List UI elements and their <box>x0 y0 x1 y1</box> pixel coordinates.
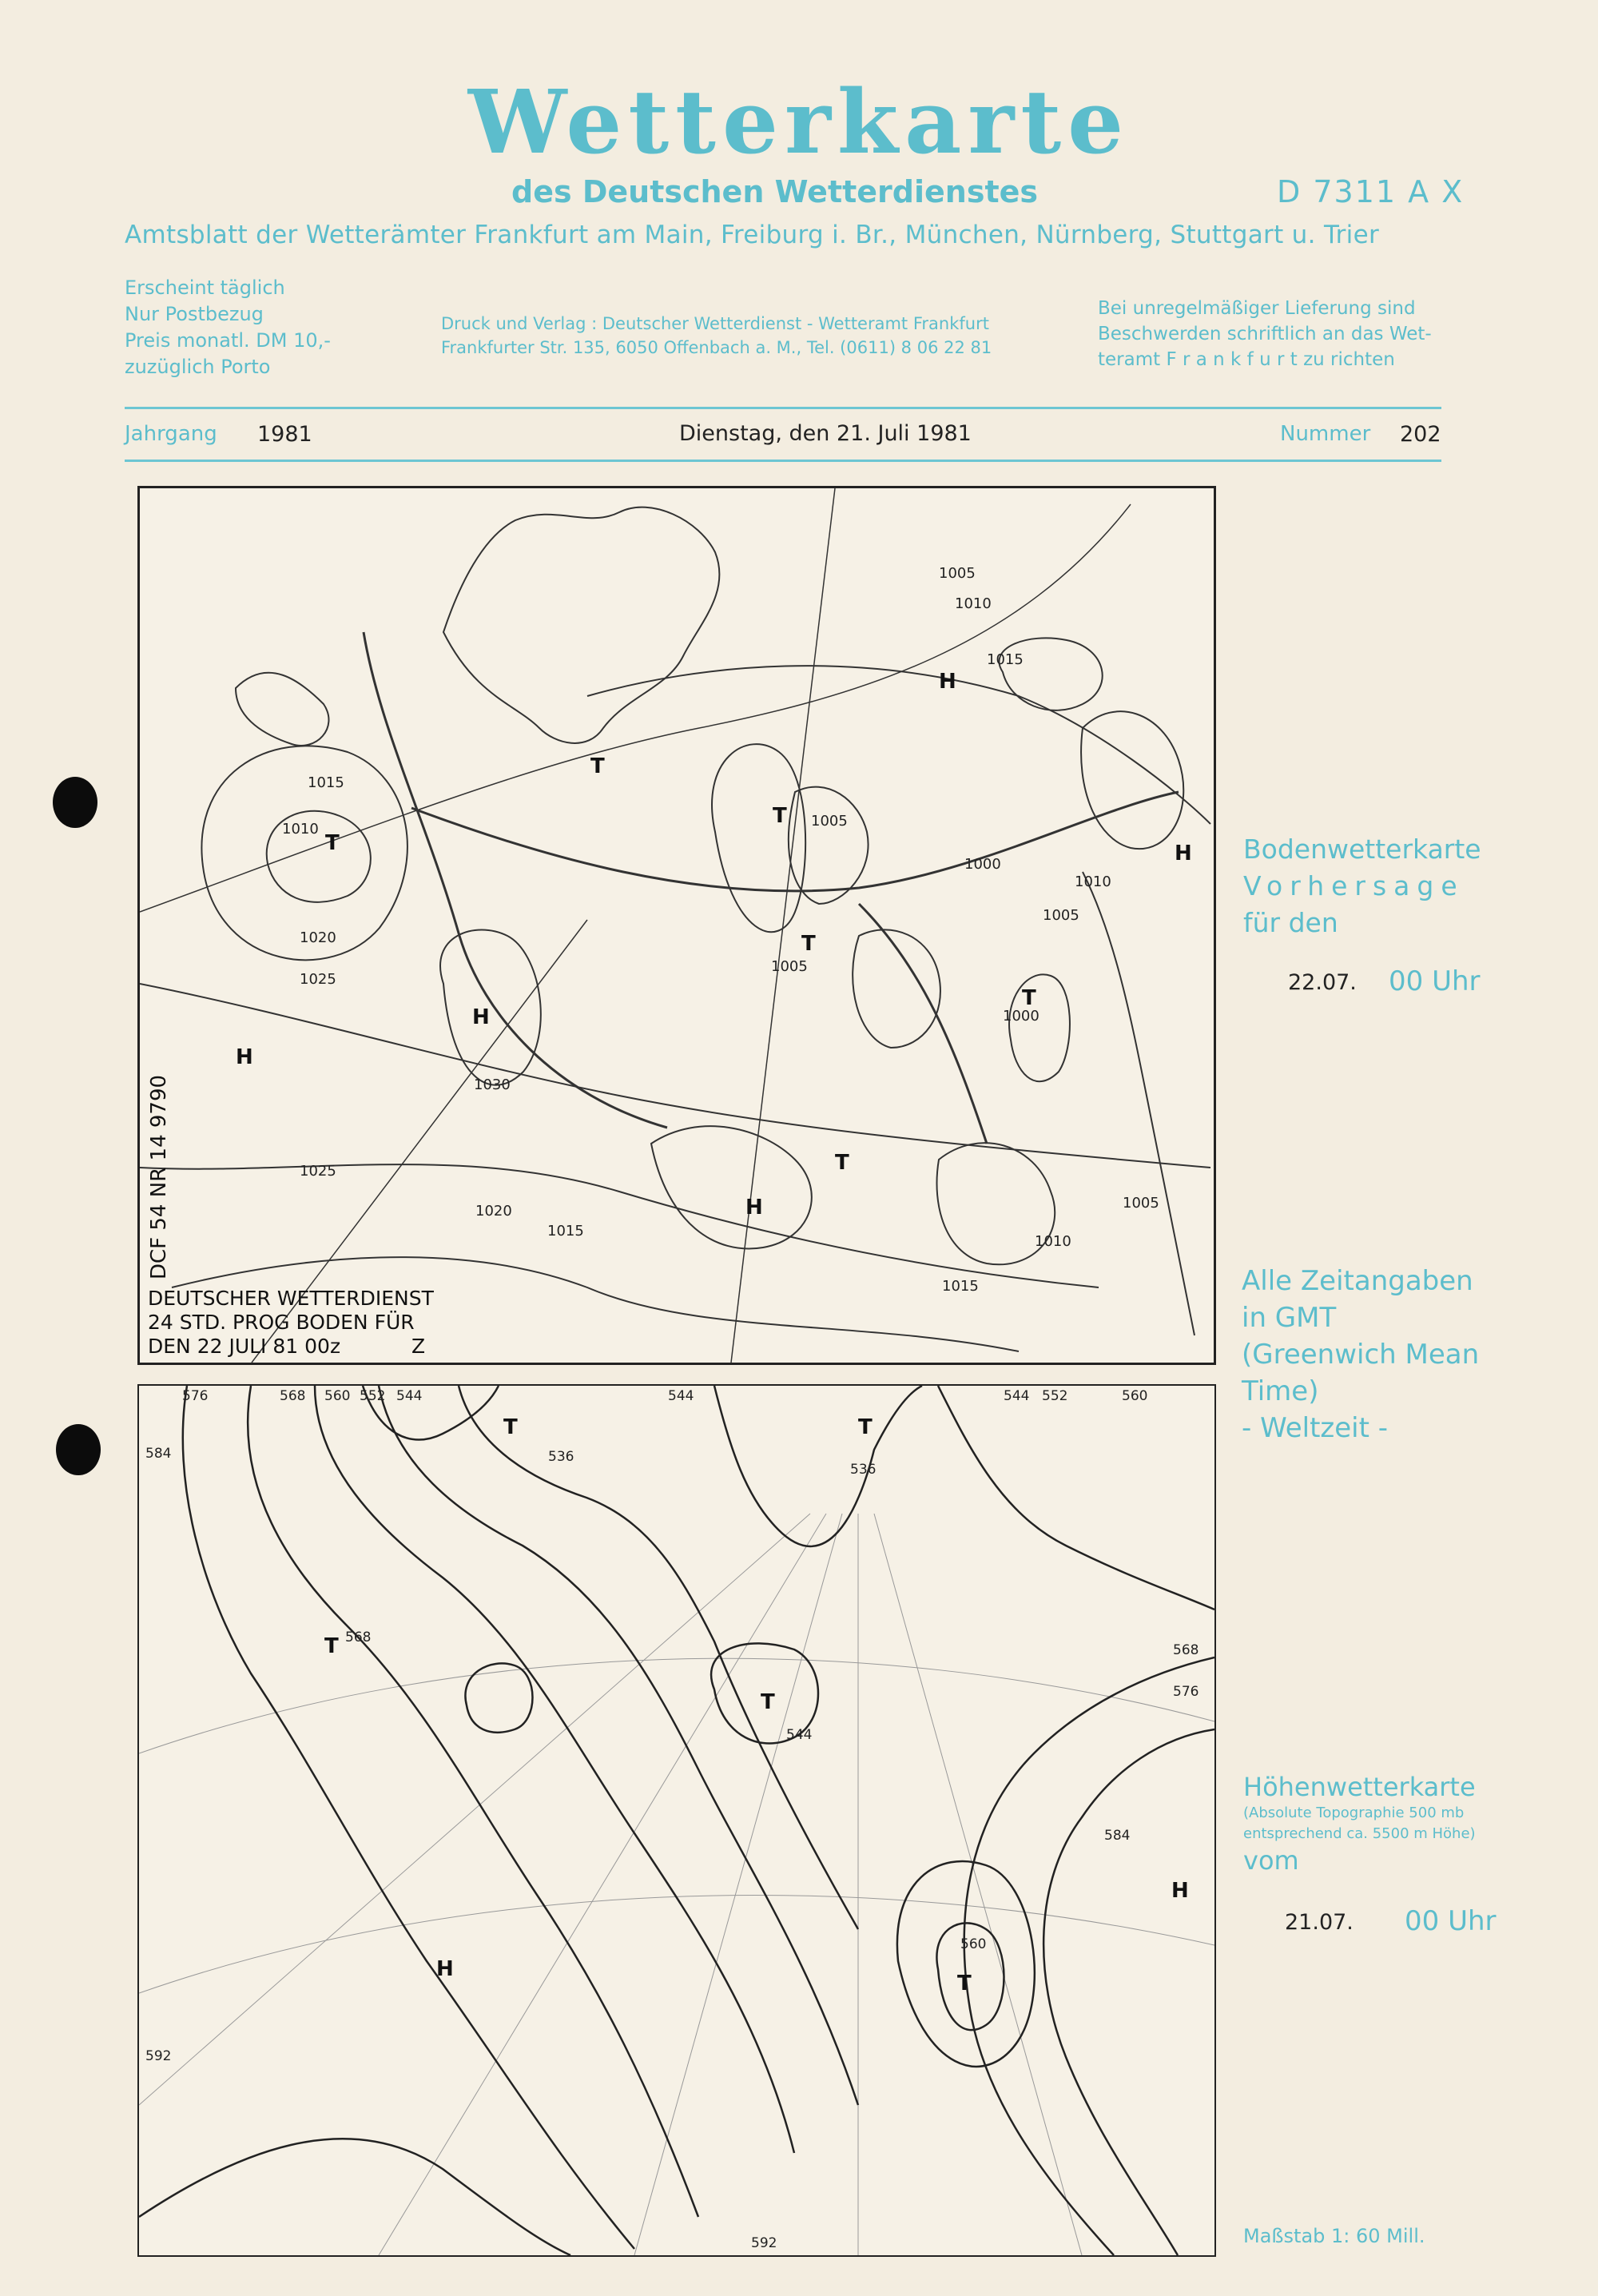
contour-label: 560 <box>960 1936 987 1952</box>
isobar-label: 1005 <box>939 565 976 582</box>
contour-label: 560 <box>324 1388 351 1404</box>
isobar-line <box>1009 974 1070 1081</box>
isobar-line <box>1083 872 1195 1335</box>
side-line: in GMT <box>1242 1302 1337 1334</box>
side-line: Höhenwetterkarte <box>1243 1772 1476 1802</box>
low-pressure-label: T <box>590 754 605 778</box>
contour-line <box>315 1386 794 2153</box>
side-note-line: entsprechend ca. 5500 m Höhe) <box>1243 1825 1476 1842</box>
contour-line <box>139 2139 570 2255</box>
low-pressure-label: T <box>835 1151 849 1175</box>
jahrgang-label: Jahrgang <box>125 422 217 446</box>
contour-line <box>938 1386 1214 1610</box>
front-line <box>364 632 667 1128</box>
time-note <box>1242 1263 1479 1446</box>
isobar-label: 1020 <box>475 1203 512 1220</box>
side-line: Vorhersage <box>1243 870 1465 901</box>
surface-forecast-map <box>137 486 1216 1365</box>
contour-line <box>379 1386 858 2105</box>
contour-label: 544 <box>786 1727 813 1743</box>
contour-label: 536 <box>548 1449 574 1465</box>
amtsblatt-line: Amtsblatt der Wetterämter Frankfurt am Main, Freiburg i. Br., München, Nürnberg, Stuttgart u. Trier <box>125 221 1379 249</box>
contour-label: 544 <box>396 1388 423 1404</box>
low-label: T <box>957 1972 972 1996</box>
contour-label: 576 <box>1173 1684 1199 1700</box>
isobar-label: 1010 <box>955 595 992 612</box>
contour-label: 568 <box>345 1629 372 1645</box>
high-label: H <box>1171 1879 1189 1903</box>
info-center-line: Druck und Verlag : Deutscher Wetterdienst - Wetteramt Frankfurt <box>441 314 989 333</box>
map-caption-line: DEUTSCHER WETTERDIENST <box>148 1287 434 1310</box>
hoehenwetter-date: 21.07. <box>1285 1910 1354 1935</box>
parallel-line <box>140 504 1131 912</box>
map-scale: Maßstab 1: 60 Mill. <box>1243 2225 1425 2247</box>
side-line: Time) <box>1242 1375 1319 1407</box>
contour-line <box>1043 1729 1214 2255</box>
punch-hole <box>53 777 97 828</box>
bodenwetter-time: 00 Uhr <box>1389 965 1481 997</box>
subtitle: des Deutschen Wetterdienstes <box>511 174 1039 209</box>
grid-line <box>139 1514 813 2105</box>
map-caption-z: Z <box>411 1335 426 1358</box>
contour-label: 568 <box>280 1388 306 1404</box>
isobar-label: 1010 <box>1035 1233 1071 1250</box>
isobar-label: 1005 <box>811 813 848 830</box>
coast-path <box>443 507 719 743</box>
high-pressure-label: H <box>236 1045 253 1069</box>
contour-label: 584 <box>1104 1828 1131 1844</box>
hoehenwetter-caption <box>1243 1771 1476 1876</box>
contour-label: 560 <box>1122 1388 1148 1404</box>
isobar-label: 1000 <box>964 856 1001 873</box>
info-right-line: Beschwerden schriftlich an das Wet- <box>1098 324 1432 344</box>
isobar-label: 1010 <box>1075 873 1111 890</box>
contour-label: 536 <box>850 1462 877 1478</box>
contour-label: 568 <box>1173 1642 1199 1658</box>
coast-path <box>236 673 328 746</box>
info-center-line: Frankfurter Str. 135, 6050 Offenbach a. M., Tel. (0611) 8 06 22 81 <box>441 338 992 357</box>
high-pressure-label: H <box>472 1005 490 1029</box>
isobar-label: 1030 <box>474 1076 511 1093</box>
info-left-line: Erscheint täglich <box>125 277 285 299</box>
low-label: T <box>324 1634 339 1658</box>
info-left-line: Preis monatl. DM 10,- <box>125 329 331 352</box>
low-label: T <box>761 1690 775 1714</box>
bodenwetter-caption <box>1243 831 1481 941</box>
complaint-info <box>1098 296 1432 372</box>
contour-line <box>714 1386 922 1546</box>
map-id-vertical: DCF 54 NR 14 9790 <box>147 1074 171 1279</box>
newspaper-title: Wetterkarte <box>467 70 1131 173</box>
isobar-label: 1015 <box>987 651 1024 668</box>
publisher-info <box>441 312 992 360</box>
nummer-label: Nummer <box>1280 422 1371 446</box>
jahrgang-value: 1981 <box>257 422 312 447</box>
isobar-line <box>201 746 407 960</box>
issue-code: D 7311 A X <box>1277 174 1465 209</box>
coast-path <box>1081 711 1183 849</box>
side-line: (Greenwich Mean <box>1242 1339 1480 1371</box>
info-right-line: teramt F r a n k f u r t zu richten <box>1098 349 1395 370</box>
isobar-line <box>587 666 1210 824</box>
isobar-line <box>140 984 1210 1168</box>
coast-path <box>789 787 869 904</box>
surface-map-drawing <box>140 488 1214 1363</box>
contour-label: 584 <box>145 1446 172 1462</box>
isobar-label: 1000 <box>1003 1008 1039 1025</box>
side-note-line: (Absolute Topographie 500 mb <box>1243 1805 1465 1821</box>
contour-label: 592 <box>751 2235 777 2251</box>
subscription-info <box>125 275 331 380</box>
nummer-value: 202 <box>1400 422 1441 447</box>
isobar-line <box>999 638 1102 710</box>
isobar-label: 1005 <box>1123 1195 1159 1212</box>
isobar-label: 1005 <box>1043 907 1079 924</box>
contour-label: 576 <box>182 1388 209 1404</box>
front-line <box>859 904 987 1144</box>
high-pressure-label: H <box>745 1196 763 1220</box>
contour-line <box>897 1861 1035 2067</box>
coast-path <box>651 1126 812 1248</box>
contour-label: 544 <box>1004 1388 1030 1404</box>
contour-label: 552 <box>360 1388 386 1404</box>
grid-line <box>139 1658 1214 1753</box>
map-caption-line: DEN 22 JULI 81 00z <box>148 1335 341 1358</box>
isobar-label: 1025 <box>300 1163 336 1180</box>
high-pressure-label: H <box>939 670 956 694</box>
meridian-line <box>731 488 835 1363</box>
side-line: vom <box>1243 1845 1299 1876</box>
isobar-label: 1020 <box>300 929 336 946</box>
info-left-line: Nur Postbezug <box>125 303 264 325</box>
isobar-label: 1025 <box>300 971 336 988</box>
contour-line <box>465 1663 532 1732</box>
contour-label: 544 <box>668 1388 694 1404</box>
grid-line <box>634 1514 842 2255</box>
header-rule-top <box>125 407 1441 409</box>
contour-label: 552 <box>1042 1388 1068 1404</box>
bodenwetter-date: 22.07. <box>1288 970 1357 995</box>
grid-line <box>139 1896 1214 1994</box>
map-caption-line: 24 STD. PROG BODEN FÜR <box>148 1311 415 1334</box>
low-pressure-label: T <box>801 932 816 956</box>
isobar-label: 1010 <box>282 821 319 838</box>
contour-line <box>183 1386 634 2249</box>
upper-map-drawing <box>139 1386 1214 2255</box>
low-pressure-label: T <box>1022 986 1036 1010</box>
contour-line <box>248 1386 698 2217</box>
upper-air-map <box>137 1384 1216 2257</box>
info-right-line: Bei unregelmäßiger Lieferung sind <box>1098 298 1416 319</box>
hoehenwetter-time: 00 Uhr <box>1405 1905 1497 1937</box>
header-rule-bottom <box>125 460 1441 462</box>
punch-hole <box>56 1424 101 1475</box>
info-left-line: zuzüglich Porto <box>125 356 271 378</box>
side-line: für den <box>1243 907 1338 938</box>
isobar-line <box>712 744 805 932</box>
side-line: Bodenwetterkarte <box>1243 834 1481 865</box>
isobar-line <box>140 1164 1099 1287</box>
low-pressure-label: T <box>773 804 787 828</box>
high-pressure-label: H <box>1175 842 1192 865</box>
issue-date: Dienstag, den 21. Juli 1981 <box>679 421 972 446</box>
contour-label: 592 <box>145 2048 172 2064</box>
isobar-line <box>440 930 541 1085</box>
isobar-label: 1015 <box>308 774 344 791</box>
low-pressure-label: T <box>325 831 340 855</box>
low-label: T <box>858 1415 873 1439</box>
isobar-label: 1015 <box>547 1223 584 1240</box>
isobar-label: 1005 <box>771 958 808 975</box>
side-line: - Weltzeit - <box>1242 1412 1389 1444</box>
side-line: Alle Zeitangaben <box>1242 1265 1473 1297</box>
low-label: T <box>503 1415 518 1439</box>
isobar-label: 1015 <box>942 1278 979 1295</box>
high-label: H <box>436 1957 454 1981</box>
